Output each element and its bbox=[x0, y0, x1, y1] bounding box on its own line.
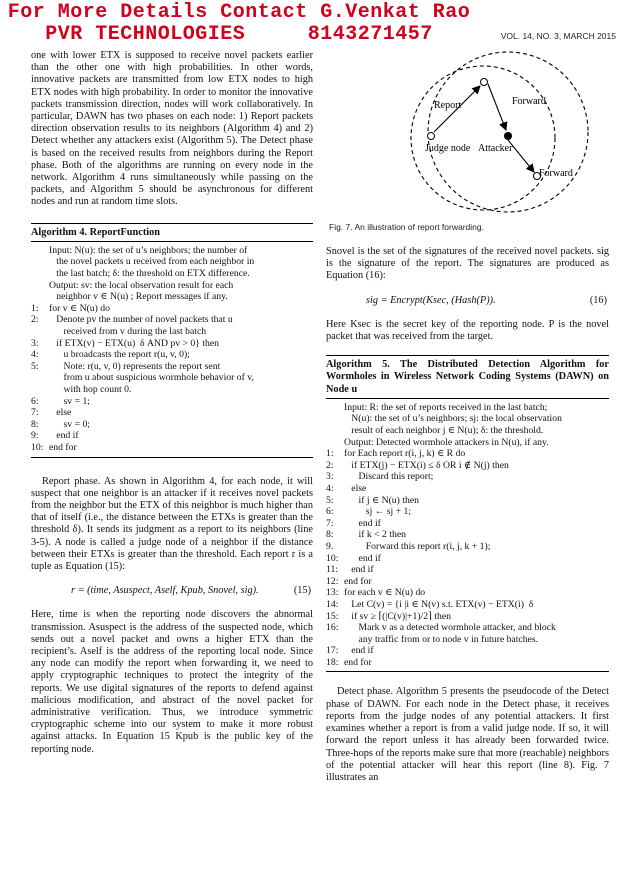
equation-16-number: (16) bbox=[589, 294, 607, 306]
alg4-line bbox=[31, 256, 313, 268]
right-column bbox=[326, 246, 609, 784]
alg5-line-text: result of each neighbor j ∈ N(u); δ: the threshold. bbox=[344, 425, 544, 437]
alg5-line-number: 16: bbox=[326, 622, 339, 634]
alg4-line-number bbox=[31, 280, 49, 292]
right-paragraph-1: Snovel is the set of the signatures of the received novel packets. sig is the signature of the report. The signatures are produced as Equation (16): bbox=[326, 246, 609, 282]
alg5-line-text: end for bbox=[344, 656, 372, 668]
equation-15-number: (15) bbox=[293, 585, 311, 597]
alg4-line-number: 4: bbox=[31, 349, 39, 361]
alg5-line-text: if sv ≥ ⌈(|C(v)|+1)/2⌉ then bbox=[344, 610, 451, 622]
alg5-line-text: sj ← sj + 1; bbox=[344, 506, 412, 518]
alg5-line-number: 18: bbox=[326, 656, 339, 668]
alg5-line bbox=[326, 518, 609, 530]
equation-15-text: r = (time, Asuspect, Aself, Kpub, Snovel, sig). bbox=[71, 585, 259, 597]
alg5-line-number: 17: bbox=[326, 645, 339, 657]
judge-node bbox=[428, 133, 435, 140]
alg5-line-number: 10: bbox=[326, 552, 339, 564]
alg5-line-number bbox=[326, 437, 344, 449]
alg5-line-number: 3: bbox=[326, 471, 334, 483]
alg5-line-text: Output: Detected wormhole attackers in N(u), if any. bbox=[344, 436, 549, 448]
alg4-line-number: 3: bbox=[31, 337, 39, 349]
alg4-line-text: Output: sv: the local observation result for each bbox=[49, 279, 234, 291]
algorithm-5 bbox=[326, 355, 609, 672]
alg5-line bbox=[326, 529, 609, 541]
alg4-line-number bbox=[31, 384, 49, 396]
alg5-line bbox=[326, 495, 609, 507]
alg5-line-number: 11: bbox=[326, 564, 339, 576]
alg4-line bbox=[31, 419, 313, 431]
alg5-line-number: 1: bbox=[326, 448, 334, 460]
alg4-line-number bbox=[31, 256, 49, 268]
alg5-line-text: Mark v as a detected wormhole attacker, and block bbox=[344, 622, 556, 634]
alg4-line-text: sv = 0; bbox=[49, 418, 90, 430]
alg5-line-text: end if bbox=[344, 645, 374, 657]
alg5-line bbox=[326, 634, 609, 646]
attacker-node bbox=[504, 132, 512, 140]
alg5-line bbox=[326, 506, 609, 518]
alg5-line-text: end for bbox=[344, 575, 372, 587]
alg4-line bbox=[31, 407, 313, 419]
right-paragraph-2: Here Ksec is the secret key of the reporting node. P is the novel packet that was received from the target. bbox=[326, 318, 609, 343]
alg5-line-text: if k < 2 then bbox=[344, 529, 406, 541]
alg5-line-number bbox=[326, 413, 344, 425]
algorithm-5-title: Algorithm 5. The Distributed Detection Algorithm for Wormholes in Wireless Network Coding Systems (DAWN) on Node u bbox=[326, 356, 609, 399]
alg4-line-text: the novel packets u received from each neighbor in bbox=[49, 256, 255, 268]
alg5-line-number: 13: bbox=[326, 587, 339, 599]
alg5-line-number: 6: bbox=[326, 506, 334, 518]
alg5-line bbox=[326, 564, 609, 576]
alg4-line bbox=[31, 349, 313, 361]
alg5-line-number: 2: bbox=[326, 459, 334, 471]
label-attacker: Attacker bbox=[478, 143, 513, 154]
alg5-line-number: 5: bbox=[326, 494, 334, 506]
alg4-line bbox=[31, 314, 313, 326]
alg5-line bbox=[326, 413, 609, 425]
alg5-line-text: if j ∈ N(u) then bbox=[344, 494, 419, 506]
alg4-line-number bbox=[31, 372, 49, 384]
alg4-line bbox=[31, 280, 313, 292]
alg4-line-number: 10: bbox=[31, 441, 44, 453]
alg5-line bbox=[326, 645, 609, 657]
alg5-line bbox=[326, 460, 609, 472]
alg5-line-text: any traffic from or to node v in future batches. bbox=[344, 633, 539, 645]
alg4-line bbox=[31, 372, 313, 384]
alg5-line-text: else bbox=[344, 482, 367, 494]
alg4-line-number: 8: bbox=[31, 418, 39, 430]
alg5-line bbox=[326, 622, 609, 634]
alg5-line-text: end if bbox=[344, 552, 381, 564]
left-paragraph-1: one with lower ETX is supposed to receive novel packets earlier than the other one with high probabilities. In other words, innovative packets are transmitted from low ETX nodes to high ETX nodes with high probability. In order to monitor the innovative packets transmission direction, nodes will work collaboratively. In particular, DAWN has two phases on each node: 1) Report packets direction observation results to its neighbors (Algorithm 4) and 2) Detect whether any attackers exist (Algorithm 5). The Detect phase is based on the received results from neighbors during the Report phase. Both of the algorithms are running on every node in the network. Algorithm 4 runs simultaneously while passing on the packets, and Algorithm 5 should be asynchronous for different nodes and run at random time slots. bbox=[31, 50, 313, 208]
alg5-line bbox=[326, 657, 609, 669]
left-paragraph-report-phase: Report phase. As shown in Algorithm 4, for each node, it will suspect that one neighbor is an attacker if it receives novel packets from the neighbor but the ETX of this neighbor is much higher than that of itself (i.e., the distance between the ETXs is greater than the threshold δ). It sends its judgment as a report to its neighbors (line 3-5). A node is called a judge node of a neighbor if the distance between their ETXs is greater than the threshold. Each report r is a tuple as Equation (15): bbox=[31, 475, 313, 572]
alg4-line bbox=[31, 384, 313, 396]
equation-15 bbox=[31, 585, 313, 597]
banner-line-1: For More Details Contact G.Venkat Rao bbox=[7, 1, 471, 24]
alg4-line-number bbox=[31, 268, 49, 280]
contact-banner bbox=[4, 2, 474, 46]
alg5-line-text: if ETX(j) − ETX(i) ≤ δ OR i ∉ N(j) then bbox=[344, 459, 509, 471]
journal-header: VOL. 14, NO. 3, MARCH 2015 bbox=[500, 31, 616, 41]
alg5-line-number bbox=[326, 634, 344, 646]
alg5-line bbox=[326, 402, 609, 414]
alg5-line bbox=[326, 576, 609, 588]
alg5-line-text: for each v ∈ N(u) do bbox=[344, 587, 426, 599]
left-paragraph-3: Here, time is when the reporting node discovers the abnormal transmission. Asuspect is the address of the suspected node, which sends out a novel packet and owns a higher ETX than the recipient’s. Aself is the address of the reporting local node. Since any node can modify the report when forwarding it, we need to apply cryptographic techniques to protect the integrity of the reports. We use digital signatures of the reports to defend against malicious modification, and abstract of the novel packet for administrative verification. Thus, we introduce symmetric cryptographic scheme into our system to make it more robust against attacks. In Equation 15 Kpub is the public key of the reporting node. bbox=[31, 609, 313, 755]
alg5-line-number bbox=[326, 425, 344, 437]
alg5-line bbox=[326, 587, 609, 599]
alg4-line-text: neighbor v ∈ N(u) ; Report messages if any. bbox=[49, 291, 228, 303]
figure-7 bbox=[326, 44, 609, 220]
alg4-line-text: Input: N(u): the set of u’s neighbors; the number of bbox=[49, 244, 248, 256]
alg5-line-number: 15: bbox=[326, 610, 339, 622]
alg4-line-text: from u about suspicious wormhole behavior of v, bbox=[49, 372, 254, 384]
alg5-line-number: 12: bbox=[326, 575, 339, 587]
alg4-line-text: end if bbox=[49, 430, 79, 442]
alg5-line bbox=[326, 483, 609, 495]
alg4-line-number: 7: bbox=[31, 407, 39, 419]
alg5-line bbox=[326, 425, 609, 437]
algorithm-4-body bbox=[31, 242, 313, 457]
figure-7-caption: Fig. 7. An illustration of report forwarding. bbox=[329, 222, 484, 232]
alg5-line-text: Input: R: the set of reports received in the last batch; bbox=[344, 401, 548, 413]
equation-16 bbox=[326, 295, 609, 307]
alg5-line bbox=[326, 611, 609, 623]
algorithm-4 bbox=[31, 223, 313, 458]
alg5-line-text: end if bbox=[344, 517, 381, 529]
alg4-line bbox=[31, 326, 313, 338]
alg4-line-number: 2: bbox=[31, 314, 39, 326]
label-forward-2: Forward bbox=[539, 168, 573, 179]
alg4-line-text: received from v during the last batch bbox=[49, 326, 207, 337]
algorithm-4-title: Algorithm 4. ReportFunction bbox=[31, 224, 313, 242]
alg5-line bbox=[326, 448, 609, 460]
alg5-line-number: 8: bbox=[326, 529, 334, 541]
alg5-line-number: 7: bbox=[326, 517, 334, 529]
alg5-line-text: Discard this report; bbox=[344, 471, 434, 483]
alg5-line bbox=[326, 541, 609, 553]
neighbor-node-top bbox=[481, 79, 488, 86]
alg4-line-text: Note: r(u, v, 0) represents the report sent bbox=[49, 360, 221, 372]
alg5-line-text: Forward this report r(i, j, k + 1); bbox=[344, 540, 491, 552]
alg4-line-text: else bbox=[49, 407, 72, 419]
alg4-line bbox=[31, 338, 313, 350]
alg4-line-text: if ETX(v) − ETX(u) δ AND pv > 0} then bbox=[49, 337, 219, 349]
alg4-line-number bbox=[31, 326, 49, 338]
alg4-line bbox=[31, 245, 313, 257]
alg4-line-text: Denote pv the number of novel packets that u bbox=[49, 314, 233, 326]
alg4-line-text: for v ∈ N(u) do bbox=[49, 302, 110, 314]
alg4-line-text: u broadcasts the report r(u, v, 0); bbox=[49, 349, 190, 361]
alg4-line bbox=[31, 361, 313, 373]
alg5-line bbox=[326, 471, 609, 483]
alg5-line-text: Let C(v) = {i |i ∈ N(v) s.t. ETX(v) − ETX(i) δ bbox=[344, 598, 534, 610]
alg5-line-number: 9. bbox=[326, 540, 334, 552]
alg5-line-text: for Each report r(i, j, k) ∈ R do bbox=[344, 448, 466, 460]
alg5-line-number bbox=[326, 402, 344, 414]
alg4-line bbox=[31, 303, 313, 315]
alg4-line-number: 5: bbox=[31, 360, 39, 372]
alg4-line-text: end for bbox=[49, 441, 77, 453]
alg4-line-text: sv = 1; bbox=[49, 395, 90, 407]
label-forward-1: Forward bbox=[512, 96, 546, 107]
alg4-line-number: 1: bbox=[31, 302, 39, 314]
alg4-line-text: the last batch; δ: the threshold on ETX difference. bbox=[49, 268, 250, 280]
banner-line-2: PVR TECHNOLOGIES 8143271457 bbox=[45, 23, 433, 46]
alg5-line bbox=[326, 437, 609, 449]
alg5-line-number: 4: bbox=[326, 482, 334, 494]
algorithm-5-body bbox=[326, 399, 609, 672]
left-column bbox=[31, 50, 313, 756]
report-forwarding-diagram bbox=[326, 44, 609, 220]
alg5-line bbox=[326, 599, 609, 611]
alg4-line-number: 6: bbox=[31, 395, 39, 407]
equation-16-text: sig = Encrypt(Ksec, (Hash(P)). bbox=[366, 294, 496, 306]
alg5-line bbox=[326, 553, 609, 565]
alg4-line bbox=[31, 442, 313, 454]
alg4-line-number: 9: bbox=[31, 430, 39, 442]
alg5-line-number: 14: bbox=[326, 598, 339, 610]
alg5-line-text: end if bbox=[344, 564, 374, 576]
alg4-line bbox=[31, 268, 313, 280]
right-paragraph-detect-phase: Detect phase. Algorithm 5 presents the pseudocode of the Detect phase of DAWN. For each node in the Detect phase, it receives reports from the judge nodes of any potential attackers. It first examines whether a report is from a valid judge node. If so, it will forward the report unless it has already been forwarded twice. Three-hops of the reports make sure that more (reachable) neighbors of the potential attacker will hear this report (line 8). Fig. 7 illustrates an bbox=[326, 686, 609, 783]
alg5-line-text: N(u): the set of u’s neighbors; sj: the local observation bbox=[344, 413, 562, 425]
label-report: Report bbox=[434, 100, 462, 111]
label-judge-node: Judge node bbox=[425, 143, 471, 154]
alg4-line-number bbox=[31, 245, 49, 257]
alg4-line bbox=[31, 430, 313, 442]
forward-arrow-1 bbox=[488, 84, 506, 130]
alg4-line-text: with hop count 0. bbox=[49, 383, 132, 395]
alg4-line bbox=[31, 396, 313, 408]
alg4-line-number bbox=[31, 291, 49, 303]
alg4-line bbox=[31, 291, 313, 303]
